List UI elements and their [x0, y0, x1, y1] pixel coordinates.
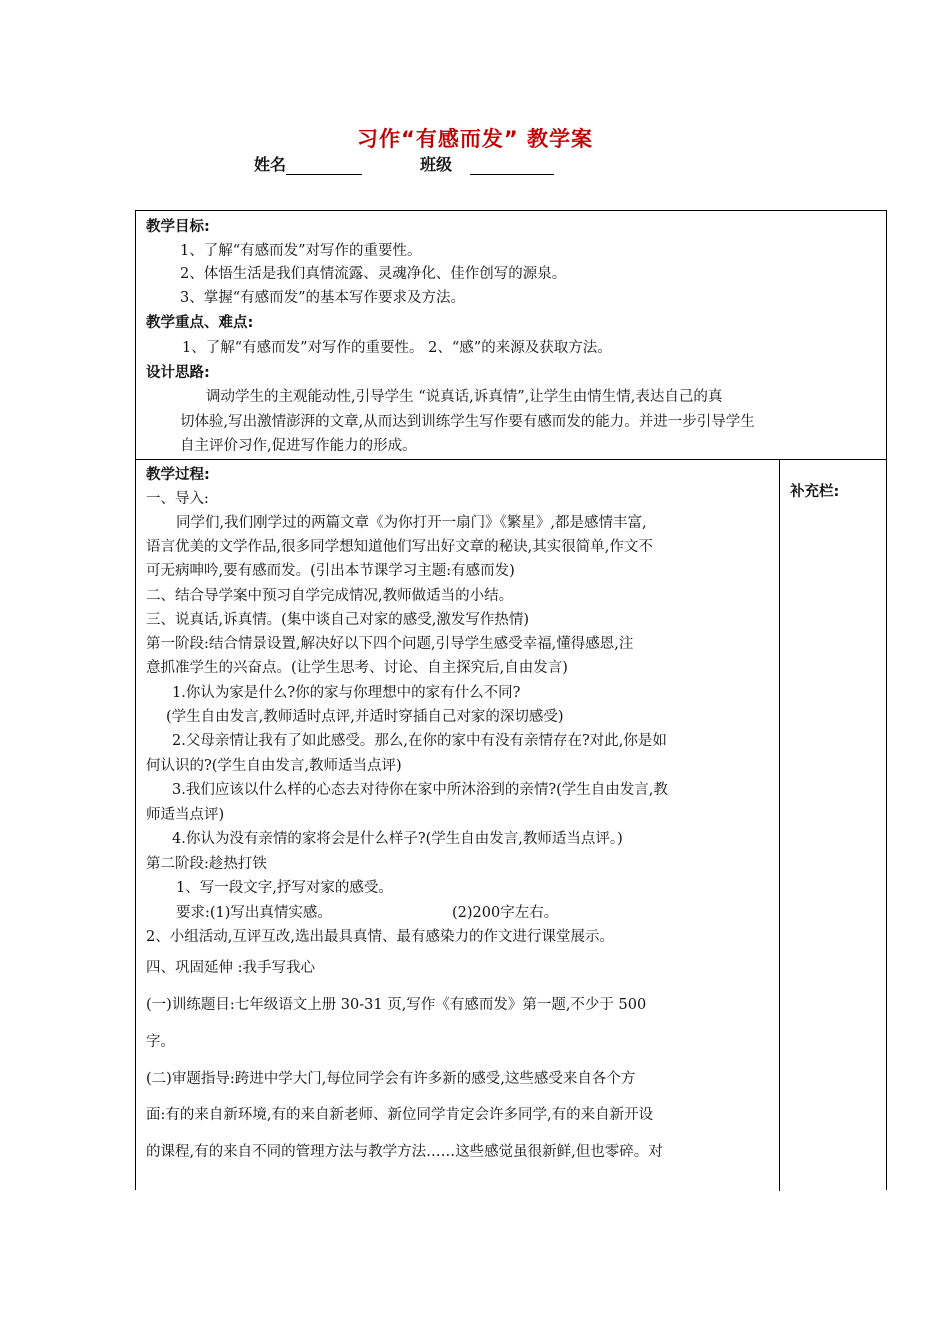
- process-line: 意抓准学生的兴奋点。(让学生思考、讨论、自主探究后,自由发言): [146, 660, 568, 676]
- process-line: 的课程,有的来自不同的管理方法与教学方法……这些感觉虽很新鲜,但也零碎。对: [146, 1144, 663, 1160]
- process-line: 语言优美的文学作品,很多同学想知道他们写出好文章的秘诀,其实很简单,作文不: [146, 539, 653, 555]
- process-line: 同学们,我们刚学过的两篇文章《为你打开一扇门》《繁星》,都是感情丰富,: [176, 515, 647, 531]
- process-line: 师适当点评): [146, 807, 225, 823]
- process-line: 面:有的来自新环境,有的来自新老师、新位同学肯定会许多同学,有的来自新开设: [146, 1107, 654, 1123]
- process-line: 第二阶段:趁热打铁: [146, 856, 267, 872]
- process-line: (二)审题指导:跨进中学大门,每位同学会有许多新的感受,这些感受来自各个方: [146, 1071, 636, 1087]
- process-line: 一、导入:: [146, 491, 209, 507]
- keypoints-text: 1、了解“有感而发”对写作的重要性。 2、“感”的来源及获取方法。: [182, 340, 612, 356]
- process-line: 二、结合导学案中预习自学完成情况,教师做适当的小结。: [146, 588, 514, 604]
- objective-item: 1、了解“有感而发”对写作的重要性。: [180, 243, 422, 259]
- process-line: 四、巩固延伸 :我手写我心: [146, 960, 315, 976]
- process-line: (一)训练题目:七年级语文上册 30-31 页,写作《有感而发》第一题,不少于 500: [146, 997, 647, 1013]
- process-line: (2)200字左右。: [452, 905, 559, 921]
- process-line: 何认识的?(学生自由发言,教师适当点评): [146, 758, 402, 774]
- class-label: 班级: [420, 155, 453, 174]
- process-line: (学生自由发言,教师适时点评,并适时穿插自己对家的深切感受): [166, 709, 564, 725]
- overview-cell: [136, 211, 886, 460]
- process-line: 1、写一段文字,抒写对家的感受。: [176, 880, 393, 896]
- objectives-heading: 教学目标:: [146, 219, 210, 235]
- design-heading: 设计思路:: [146, 365, 210, 381]
- design-line: 自主评价习作,促进写作能力的形成。: [180, 438, 417, 454]
- supplement-cell: [780, 460, 886, 1191]
- process-line: 2.父母亲情让我有了如此感受。那么,在你的家中有没有亲情存在?对此,你是如: [172, 733, 667, 749]
- supplement-heading: 补充栏:: [790, 484, 840, 500]
- class-blank: [470, 158, 554, 175]
- lesson-table: [135, 210, 887, 1190]
- process-line: 三、说真话,诉真情。(集中谈自己对家的感受,激发写作热情): [146, 612, 530, 628]
- name-blank: [286, 158, 362, 175]
- process-line: 第一阶段:结合情景设置,解决好以下四个问题,引导学生感受幸福,懂得感恩,注: [146, 636, 634, 652]
- process-line: 3.我们应该以什么样的心态去对待你在家中所沐浴到的亲情?(学生自由发言,教: [172, 782, 668, 798]
- process-line: 可无病呻吟,要有感而发。(引出本节课学习主题:有感而发): [146, 563, 515, 579]
- design-line: 调动学生的主观能动性,引导学生 “说真话,诉真情”,让学生由情生情,表达自己的真: [206, 389, 723, 405]
- process-line: 字。: [146, 1034, 175, 1050]
- design-line: 切体验,写出激情澎湃的文章,从而达到训练学生写作要有感而发的能力。并进一步引导学生: [180, 414, 755, 430]
- process-line: 2、小组活动,互评互改,选出最具真情、最有感染力的作文进行课堂展示。: [146, 929, 614, 945]
- process-heading: 教学过程:: [146, 467, 210, 483]
- process-line: 1.你认为家是什么?你的家与你理想中的家有什么不同?: [172, 685, 521, 701]
- objective-item: 2、体悟生活是我们真情流露、灵魂净化、佳作创写的源泉。: [180, 266, 567, 282]
- process-cell: [136, 460, 780, 1191]
- keypoints-heading: 教学重点、难点:: [146, 315, 254, 331]
- page-title: 习作“有感而发” 教学案: [357, 127, 593, 151]
- name-label: 姓名: [254, 155, 287, 174]
- student-info: [254, 152, 554, 175]
- objective-item: 3、掌握“有感而发”的基本写作要求及方法。: [180, 290, 466, 306]
- process-line: 要求:(1)写出真情实感。: [176, 905, 332, 921]
- process-line: 4.你认为没有亲情的家将会是什么样子?(学生自由发言,教师适当点评。): [172, 831, 623, 847]
